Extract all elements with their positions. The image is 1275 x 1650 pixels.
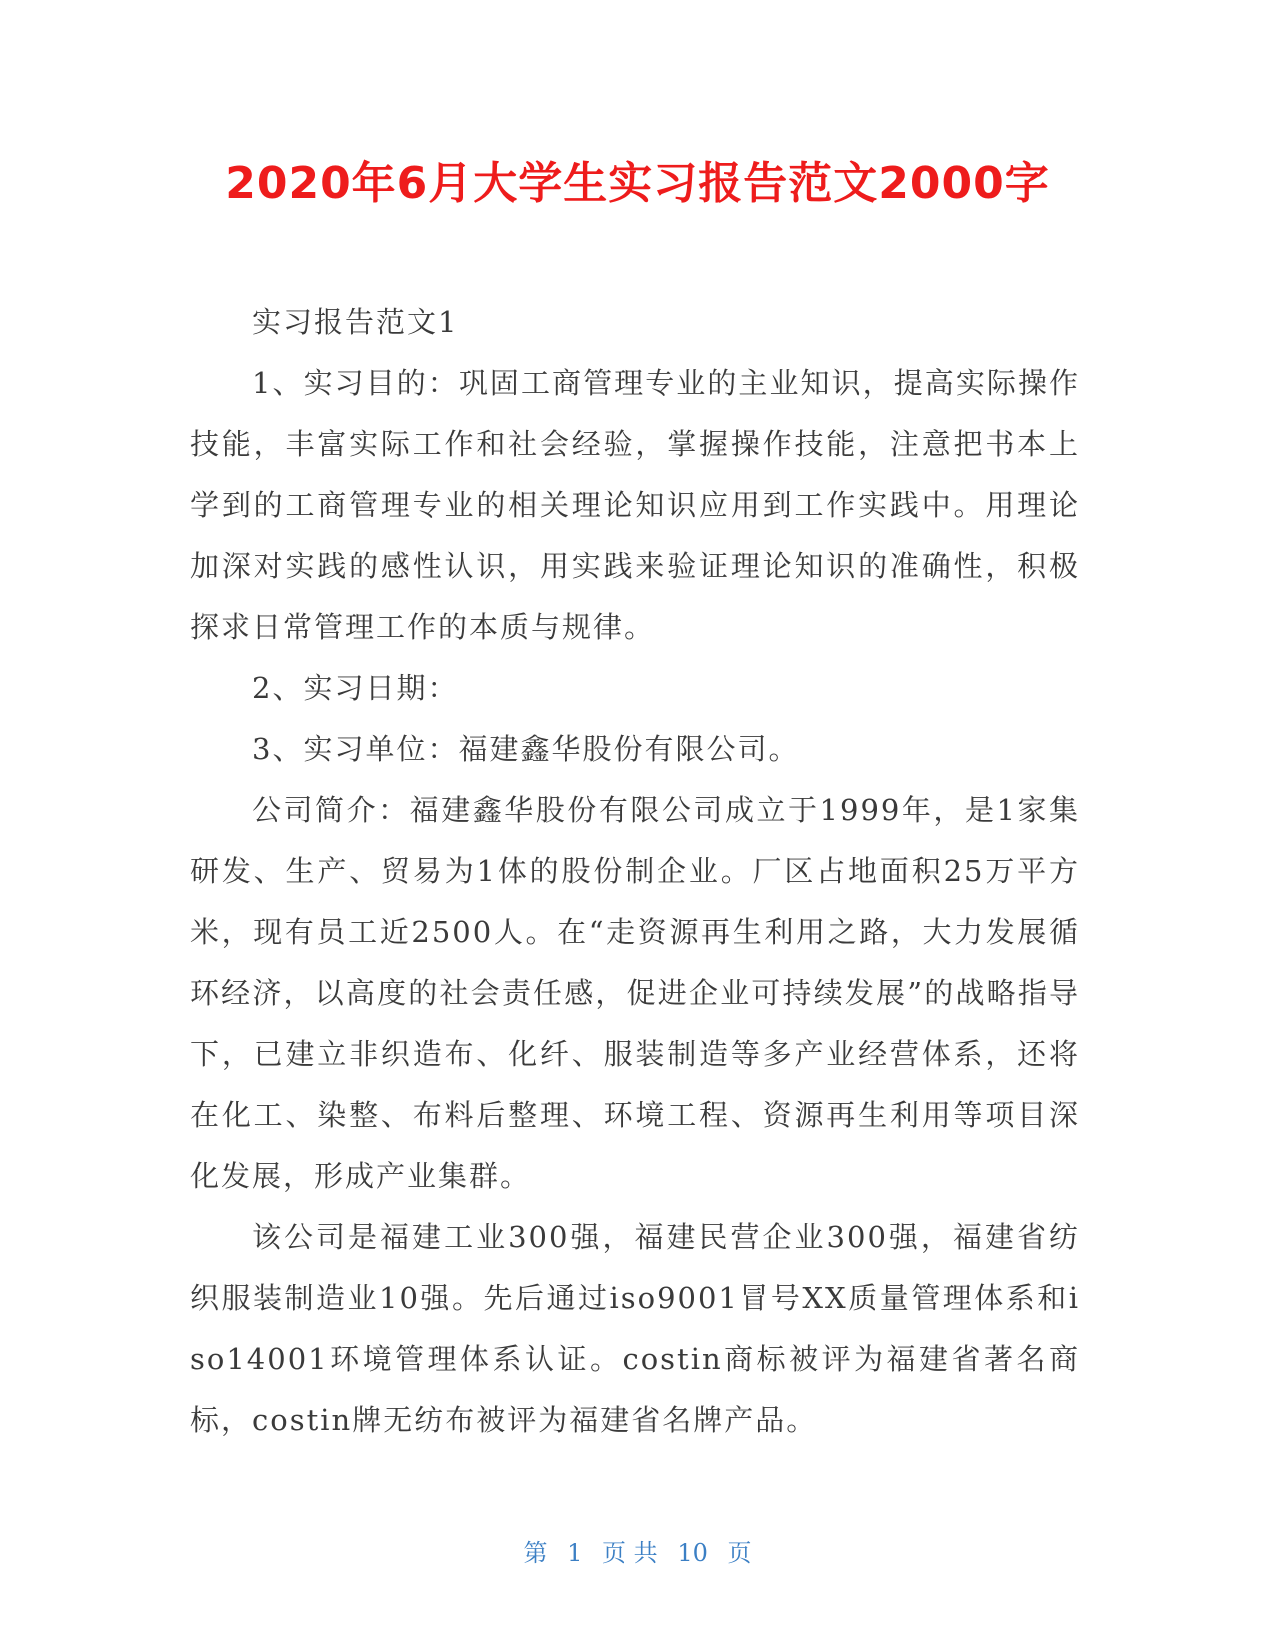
- section-heading: 实习报告范文1: [252, 305, 459, 339]
- footer-total-pages: 10: [677, 1539, 708, 1567]
- paragraph-company-honors: 该公司是福建工业300强，福建民营企业300强，福建省纺织服装制造业10强。先后通过iso9001冒号XX质量管理体系和iso14001环境管理体系认证。costin商标被评为福建省著名商标，costin牌无纺布被评为福建省名牌产品。: [190, 1220, 1080, 1437]
- page-title: 2020年6月大学生实习报告范文2000字: [225, 158, 1050, 209]
- paragraph-company-intro: 公司简介：福建鑫华股份有限公司成立于1999年，是1家集研发、生产、贸易为1体的股份制企业。厂区占地面积25万平方米，现有员工近2500人。在“走资源再生利用之路，大力发展循环经济，以高度的社会责任感，促进企业可持续发展”的战略指导下，已建立非织造布、化纤、服装制造等多产业经营体系，还将在化工、染整、布料后整理、环境工程、资源再生利用等项目深化发展，形成产业集群。: [190, 793, 1080, 1193]
- paragraph-internship-company: 3、实习单位：福建鑫华股份有限公司。: [252, 732, 800, 766]
- footer-middle: 页 共: [602, 1539, 658, 1567]
- footer-current-page: 1: [567, 1539, 583, 1567]
- paragraph-internship-purpose: 1、实习目的：巩固工商管理专业的主业知识，提高实际操作技能，丰富实际工作和社会经验，掌握操作技能，注意把书本上学到的工商管理专业的相关理论知识应用到工作实践中。用理论加深对实践的感性认识，用实践来验证理论知识的准确性，积极探求日常管理工作的本质与规律。: [190, 366, 1080, 644]
- paragraph-internship-date: 2、实习日期：: [252, 671, 459, 705]
- document-body: [190, 292, 1080, 1451]
- footer-suffix: 页: [727, 1539, 752, 1567]
- footer-prefix: 第: [523, 1539, 548, 1567]
- page-number-footer: [0, 1538, 1275, 1568]
